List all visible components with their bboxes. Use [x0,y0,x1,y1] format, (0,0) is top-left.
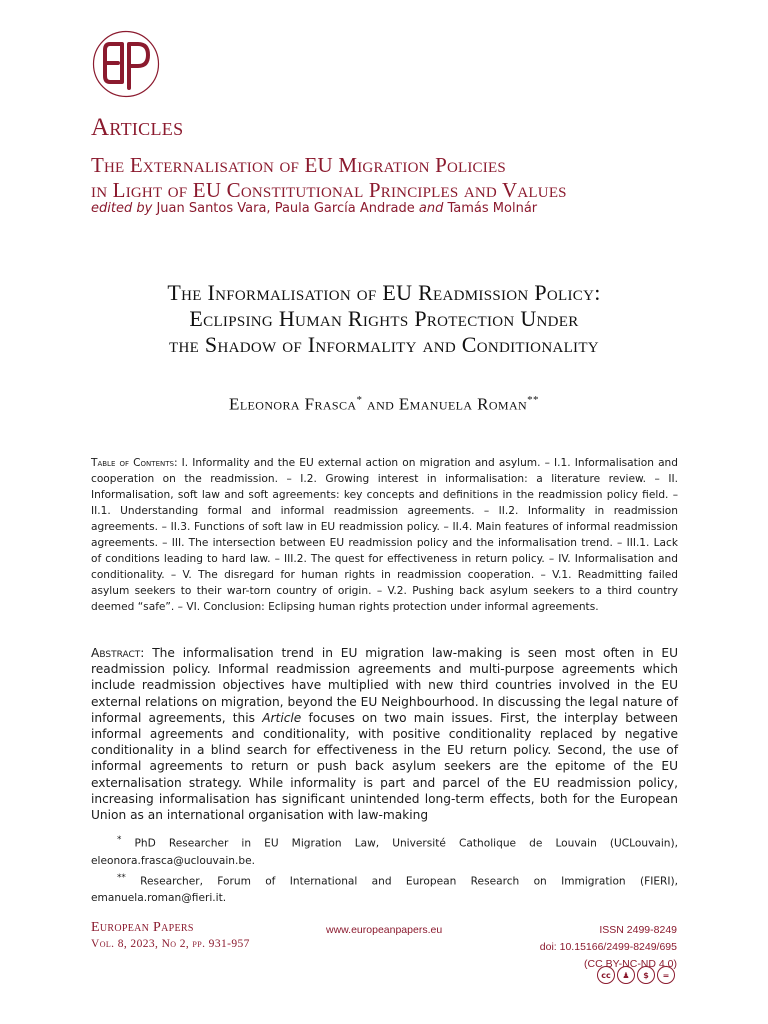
footnote-mark: * [117,835,122,845]
section-title: Articles [91,114,184,141]
footnote [91,870,678,908]
series-title-line: The Externalisation of EU Migration Policies [91,153,506,177]
author-and: and [367,394,395,414]
editors-names: Tamás Molnár [447,201,538,216]
cc-license-icons[interactable] [597,966,675,984]
nc-icon: $ [637,966,655,984]
footer-volume: Vol. 8, 2023, No 2, pp. 931-957 [91,938,250,950]
toc-label: Table of Contents: [91,457,178,469]
by-icon: ♟ [617,966,635,984]
editors-and: and [418,201,444,216]
footnotes [91,832,678,907]
article-title [60,280,708,358]
series-title-line: in Light of EU Constitutional Principles and Values [91,178,567,202]
footer-issn: ISSN 2499-8249 [599,924,677,936]
table-of-contents [91,455,678,615]
abstract-text: focuses on two main issues. First, the interplay between informal agreements and conditionality, with positive conditionality replaced by negative conditionality in a blind search for effectiveness in the EU return policy. Second, the use of informal agreements to return or push back asylum seekers are the epitome of the EU externalisation strategy. While informality is part and parcel of the EU readmission policy, increasing informalisation has significant unintended long-term effects, both for the European Union as an international organisation with law-making [91,710,678,823]
series-title [91,153,691,203]
article-title-line: Eclipsing Human Rights Protection Under [189,306,579,331]
footnote-mark: ** [117,872,126,883]
footnote-mark[interactable]: * [356,394,363,406]
footnote-text: PhD Researcher in EU Migration Law, Université Catholique de Louvain (UCLouvain), eleonora.frasca@uclouvain.be. [91,837,678,867]
abstract-text: The informalisation trend in EU migration law-making is seen most often in EU readmission policy. Informal readmission agreements and multi-purpose agreements which include readmission objectives have multiplied with new third countries involved in the EU external relations on migration, beyond the EU Neighbourhood. In discussing the legal nature of informal agreements, this [91,646,679,725]
footer-website-link[interactable]: www.europeanpapers.eu [326,924,443,936]
abstract [91,645,678,823]
article-title-line: the Shadow of Informality and Conditionality [169,332,599,357]
footnote [91,832,678,870]
cc-icon: cc [597,966,615,984]
footer-license[interactable]: (CC BY-NC-ND 4.0) [584,958,677,970]
footer-journal-name: European Papers [91,920,194,935]
editors-prefix: edited by [91,201,153,216]
author-name: Eleonora Frasca [229,394,357,414]
article-title-line: The Informalisation of EU Readmission Policy: [167,280,601,305]
footer-doi[interactable]: doi: 10.15166/2499-8249/695 [539,941,677,953]
journal-logo [92,30,160,98]
authors-line [60,394,708,415]
editors-names: Juan Santos Vara, Paula García Andrade [156,201,415,216]
nd-icon: = [657,966,675,984]
toc-text: I. Informality and the EU external action on migration and asylum. – I.1. Informalisation and cooperation on the readmission. – I.2. Growing interest in informalisation: a literature review. – II. Informalisation, soft law and soft agreements: key concepts and definitions in the readmission policy field. – II.1. Understanding formal and informal readmission agreements. – II.2. Informality in readmission agreements. – II.3. Functions of soft law in EU readmission policy. – II.4. Main features of informal readmission agreements. – III. The intersection between EU readmission policy and the informalisation trend. – III.1. Lack of conditions leading to hard law. – III.2. The quest for effectiveness in return policy. – IV. Informalisation and conditionality. – V. The disregard for human rights in readmission cooperation. – V.1. Readmitting failed asylum seekers to their war-torn country of origin. – V.2. Pushing back asylum seekers to a third country deemed “safe”. – VI. Conclusion: Eclipsing human rights protection under informal agreements. [91,457,678,613]
footnote-mark[interactable]: ** [527,394,539,406]
abstract-italic: Article [262,710,302,725]
author-name: Emanuela Roman [398,394,528,414]
footnote-text: Researcher, Forum of International and European Research on Immigration (FIERI), emanuela.roman@fieri.it. [91,875,678,905]
abstract-label: Abstract: [91,646,145,660]
editors-line [91,201,537,216]
